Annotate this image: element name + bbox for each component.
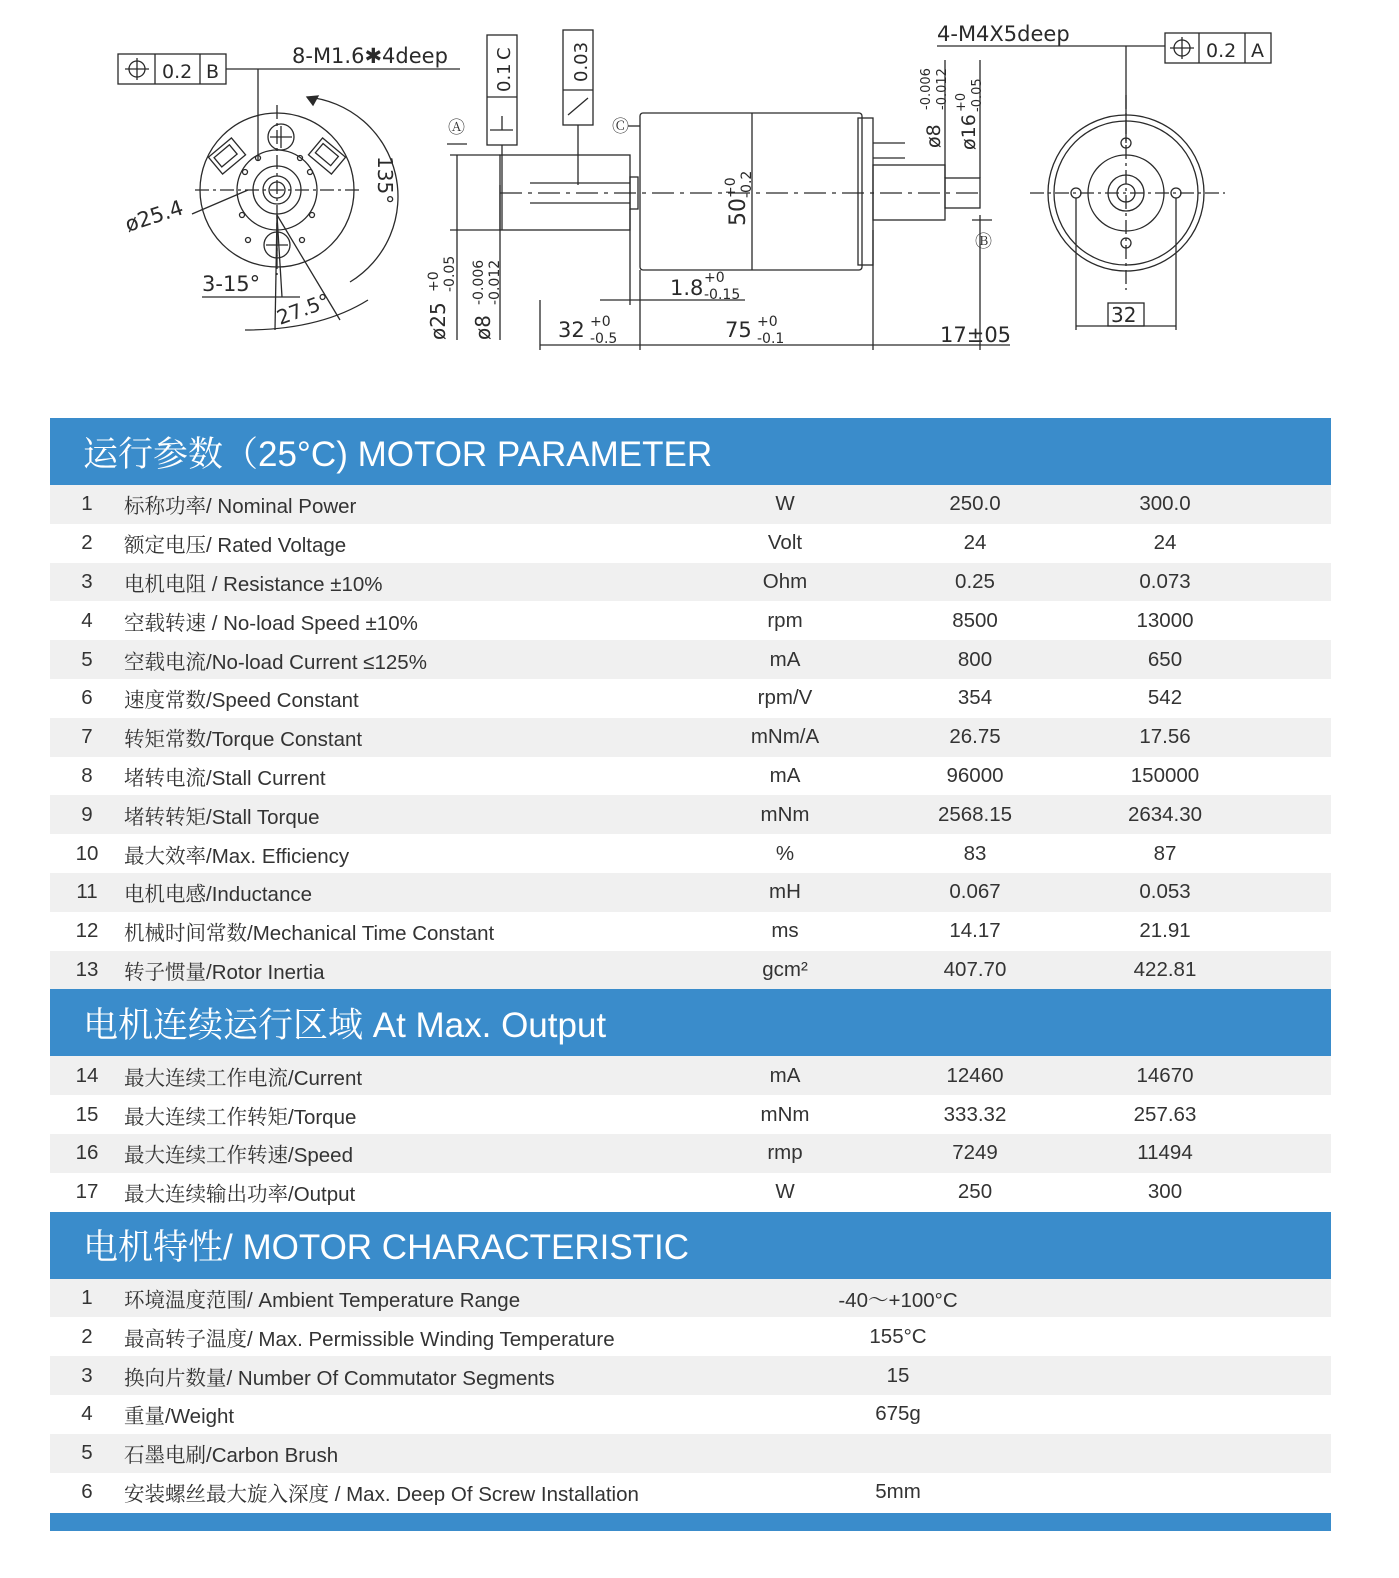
len-17: 17±05 — [940, 323, 1012, 347]
parameter-value: 675g — [875, 1402, 921, 1426]
table-row — [50, 1473, 1331, 1512]
perp-datum: C — [494, 47, 515, 60]
table-row — [50, 1095, 1331, 1134]
row-number: 4 — [81, 608, 93, 632]
parameter-name: 最大连续工作转矩/Torque — [124, 1105, 357, 1129]
row-number: 6 — [81, 1479, 93, 1503]
table-row — [50, 718, 1331, 757]
dia-50-tol-dn: -0.2 — [739, 170, 755, 198]
parameter-unit: mA — [769, 763, 801, 787]
front-diameter: ø25.4 — [122, 195, 187, 237]
len-1-8-tol-dn: -0.15 — [704, 287, 741, 303]
rear-tol-value: 0.2 — [1206, 40, 1237, 62]
table-row — [50, 601, 1331, 640]
row-number: 2 — [81, 1324, 93, 1348]
parameter-value: 155°C — [869, 1324, 927, 1348]
right-dia-8-tol-dn: -0.012 — [935, 68, 950, 110]
parameter-name: 安装螺丝最大旋入深度 / Max. Deep Of Screw Installation — [124, 1482, 639, 1506]
table-row — [50, 757, 1331, 796]
parameter-name: 重量/Weight — [124, 1405, 235, 1429]
parameter-name: 额定电压/ Rated Voltage — [124, 534, 347, 558]
table-row — [50, 1434, 1331, 1473]
table-row — [50, 873, 1331, 912]
technical-drawing — [0, 0, 1399, 400]
parameter-unit: mNm/A — [750, 725, 820, 749]
section-header-motor-parameter: 运行参数（25°C) MOTOR PARAMETER — [50, 418, 1331, 485]
value-model-1: 83 — [963, 841, 987, 865]
front-hole-callout: 8-M1.6✱4deep — [292, 44, 448, 68]
value-model-1: 800 — [957, 647, 993, 671]
parameter-name: 石墨电刷/Carbon Brush — [124, 1444, 339, 1468]
table-row — [50, 679, 1331, 718]
parameter-name: 最大效率/Max. Efficiency — [124, 844, 350, 868]
dia-8: ø8 — [471, 315, 495, 340]
right-dia-8-tol-up: -0.006 — [919, 68, 934, 110]
section-header-motor-characteristic: 电机特性/ MOTOR CHARACTERISTIC — [50, 1212, 1331, 1279]
value-model-2: 21.91 — [1139, 919, 1191, 943]
parameter-unit: mA — [769, 647, 801, 671]
len-32-tol-up: +0 — [590, 314, 611, 330]
dia-50: 50 — [726, 198, 751, 226]
value-model-1: 333.32 — [943, 1102, 1007, 1126]
row-number: 6 — [81, 686, 93, 710]
table-row — [50, 1279, 1331, 1318]
value-model-2: 13000 — [1136, 608, 1194, 632]
len-75-tol-up: +0 — [757, 314, 778, 330]
parameter-name: 转子惯量/Rotor Inertia — [124, 960, 325, 984]
row-number: 17 — [75, 1180, 99, 1204]
rear-tol-datum: A — [1251, 40, 1264, 62]
datum-c: Ⓒ — [612, 117, 629, 137]
parameter-name: 速度常数/Speed Constant — [124, 689, 359, 713]
angle-27-5: 27.5° — [273, 288, 333, 330]
right-dia-8: ø8 — [923, 124, 945, 148]
parameter-unit: mNm — [760, 802, 810, 826]
value-model-1: 7249 — [952, 1141, 998, 1165]
len-75: 75 — [725, 318, 752, 342]
rear-pitch: 32 — [1111, 303, 1137, 327]
value-model-1: 96000 — [946, 763, 1004, 787]
motor-characteristic-table — [50, 1279, 1331, 1512]
footer-bar — [50, 1513, 1331, 1531]
parameter-name: 环境温度范围/ Ambient Temperature Range — [124, 1288, 521, 1312]
front-tol-value: 0.2 — [162, 61, 193, 83]
table-row — [50, 912, 1331, 951]
dia-50-tol-up: +0 — [723, 177, 739, 198]
datum-b: Ⓑ — [975, 232, 992, 252]
parameter-name: 换向片数量/ Number Of Commutator Segments — [124, 1366, 555, 1390]
parameter-unit: mNm — [760, 1102, 810, 1126]
value-model-1: 0.067 — [949, 880, 1001, 904]
len-1-8: 1.8 — [670, 276, 704, 300]
value-model-1: 407.70 — [943, 957, 1007, 981]
row-number: 11 — [76, 880, 98, 904]
value-model-2: 2634.30 — [1127, 802, 1203, 826]
dia-25-tol-dn: -0.05 — [442, 255, 458, 292]
value-model-2: 11494 — [1137, 1141, 1193, 1165]
runout-tol: 0.03 — [571, 41, 592, 82]
len-32-tol-dn: -0.5 — [590, 331, 618, 347]
table-row — [50, 1056, 1331, 1095]
front-view — [118, 44, 460, 330]
parameter-unit: W — [775, 492, 795, 516]
value-model-2: 300.0 — [1139, 492, 1191, 516]
value-model-2: 300 — [1147, 1180, 1183, 1204]
len-75-tol-dn: -0.1 — [757, 331, 785, 347]
side-view — [426, 30, 1011, 350]
value-model-1: 2568.15 — [937, 802, 1013, 826]
table-row — [50, 1317, 1331, 1356]
row-number: 12 — [75, 919, 99, 943]
right-dia-16-tol-up: +0 — [954, 92, 969, 112]
row-number: 4 — [81, 1402, 93, 1426]
parameter-name: 机械时间常数/Mechanical Time Constant — [124, 922, 495, 946]
row-number: 9 — [81, 802, 93, 826]
table-row — [50, 1356, 1331, 1395]
parameter-unit: rpm/V — [757, 686, 813, 710]
row-number: 1 — [81, 1285, 93, 1309]
value-model-1: 8500 — [952, 608, 998, 632]
dia-8-tol-dn: -0.012 — [487, 259, 503, 305]
row-number: 5 — [81, 1441, 93, 1465]
parameter-unit: % — [775, 841, 795, 865]
parameter-value: -40～+100°C — [838, 1288, 958, 1312]
parameter-name: 最大连续输出功率/Output — [124, 1183, 356, 1207]
value-model-2: 422.81 — [1133, 957, 1197, 981]
value-model-1: 14.17 — [949, 919, 1001, 943]
angle-135: 135° — [373, 156, 397, 205]
parameter-name: 电机电感/Inductance — [124, 883, 312, 907]
motor-parameter-table — [50, 485, 1331, 989]
perp-tol: 0.1 — [494, 63, 515, 92]
value-model-2: 17.56 — [1139, 725, 1191, 749]
rear-hole-callout: 4-M4X5deep — [937, 22, 1070, 46]
section-header-max-output: 电机连续运行区域 At Max. Output — [50, 989, 1331, 1056]
parameter-unit: gcm² — [762, 957, 808, 981]
parameter-unit: ms — [771, 919, 799, 943]
value-model-2: 24 — [1153, 531, 1177, 555]
value-model-2: 650 — [1147, 647, 1183, 671]
row-number: 1 — [81, 492, 93, 516]
dia-25-tol-up: +0 — [426, 271, 442, 292]
parameter-name: 标称功率/ Nominal Power — [124, 495, 357, 519]
parameter-name: 空载电流/No-load Current ≤125% — [124, 650, 427, 674]
row-number: 13 — [75, 957, 99, 981]
spec-tables — [50, 418, 1331, 1531]
table-row — [50, 485, 1331, 524]
table-row — [50, 640, 1331, 679]
value-model-2: 150000 — [1130, 763, 1200, 787]
parameter-name: 最高转子温度/ Max. Permissible Winding Temperature — [124, 1327, 615, 1351]
parameter-unit: W — [775, 1180, 795, 1204]
value-model-1: 0.25 — [955, 569, 995, 593]
table-row — [50, 1173, 1331, 1212]
row-number: 14 — [75, 1063, 99, 1087]
parameter-unit: rmp — [767, 1141, 803, 1165]
angle-3-15: 3-15° — [202, 272, 261, 296]
datum-a: Ⓐ — [448, 118, 465, 138]
parameter-unit: mH — [769, 880, 801, 904]
parameter-value: 5mm — [875, 1479, 921, 1503]
value-model-2: 87 — [1153, 841, 1177, 865]
row-number: 10 — [75, 841, 99, 865]
value-model-2: 14670 — [1136, 1063, 1194, 1087]
value-model-2: 542 — [1147, 686, 1183, 710]
right-dia-16: ø16 — [958, 114, 980, 150]
row-number: 2 — [81, 531, 93, 555]
parameter-name: 电机电阻 / Resistance ±10% — [124, 572, 383, 596]
len-1-8-tol-up: +0 — [704, 270, 725, 286]
right-dia-16-tol-dn: -0.05 — [970, 78, 985, 112]
value-model-1: 354 — [957, 686, 993, 710]
value-model-2: 0.053 — [1139, 880, 1191, 904]
parameter-unit: mA — [769, 1063, 801, 1087]
value-model-1: 24 — [963, 531, 987, 555]
parameter-value: 15 — [886, 1363, 910, 1387]
parameter-name: 空载转速 / No-load Speed ±10% — [124, 611, 418, 635]
table-row — [50, 795, 1331, 834]
rear-view — [937, 22, 1271, 330]
table-row — [50, 524, 1331, 563]
table-row — [50, 951, 1331, 990]
value-model-1: 250.0 — [949, 492, 1001, 516]
table-row — [50, 563, 1331, 602]
parameter-unit: Ohm — [762, 569, 808, 593]
len-32: 32 — [558, 318, 585, 342]
row-number: 3 — [81, 1363, 93, 1387]
dia-8-tol-up: -0.006 — [471, 259, 487, 305]
parameter-name: 转矩常数/Torque Constant — [124, 728, 363, 752]
max-output-table — [50, 1056, 1331, 1211]
value-model-2: 0.073 — [1139, 569, 1191, 593]
row-number: 8 — [81, 763, 93, 787]
row-number: 3 — [81, 569, 93, 593]
table-row — [50, 1134, 1331, 1173]
parameter-unit: rpm — [767, 608, 803, 632]
value-model-1: 250 — [957, 1180, 993, 1204]
parameter-unit: Volt — [767, 531, 803, 555]
row-number: 16 — [75, 1141, 99, 1165]
value-model-1: 12460 — [946, 1063, 1004, 1087]
table-row — [50, 1395, 1331, 1434]
row-number: 5 — [81, 647, 93, 671]
dia-25: ø25 — [426, 302, 450, 340]
parameter-name: 最大连续工作电流/Current — [124, 1066, 363, 1090]
row-number: 15 — [75, 1102, 99, 1126]
table-row — [50, 834, 1331, 873]
parameter-name: 最大连续工作转速/Speed — [124, 1144, 353, 1168]
value-model-1: 26.75 — [949, 725, 1001, 749]
row-number: 7 — [81, 725, 93, 749]
front-tol-datum: B — [206, 61, 220, 83]
parameter-name: 堵转转矩/Stall Torque — [124, 805, 320, 829]
parameter-name: 堵转电流/Stall Current — [124, 766, 326, 790]
value-model-2: 257.63 — [1133, 1102, 1197, 1126]
